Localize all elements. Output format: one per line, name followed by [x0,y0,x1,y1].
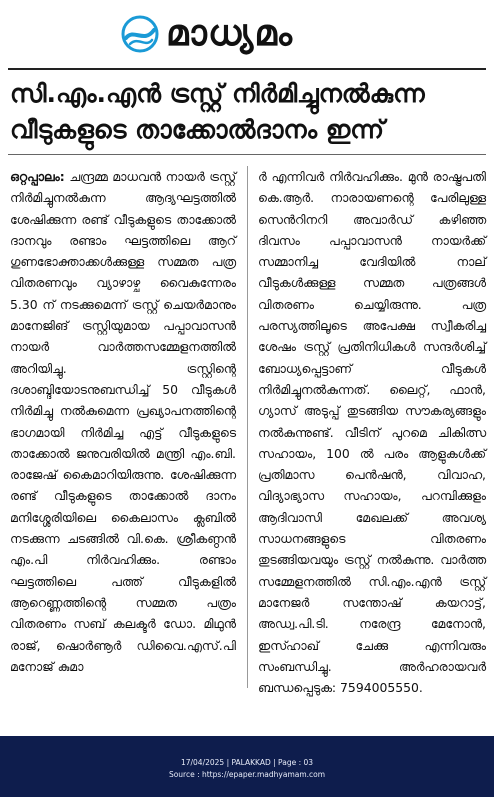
masthead-rule [8,68,486,70]
article-paragraph-2: ർ എന്നിവർ നിർവഹിക്കും. മുൻ രാഷ്ട്രപതി കെ.ആർ. നാരായണന്റെ പേരിലുള്ള സെൻറിനറി അവാർഡ് കഴിഞ്ഞ ദിവസം പപ്പാവാസൻ നായർക്ക് സമ്മാനിച്ച വേദിയിൽ നാല് വീടുകൾക്കുള്ള സമ്മത പത്രങ്ങൾ വിതരണം ചെയ്യിരുന്നു. പത്ര പരസ്യത്തിലൂടെ അപേക്ഷ സ്വീകരിച്ച ശേഷം ട്രസ്റ്റ് പ്രതിനിധികൾ സന്ദർശിച്ച് ബോധ്യപ്പെട്ടാണ് വീടുകൾ നിർമിച്ചുനൽകുന്നത്. ലൈറ്റ്, ഫാൻ, ഗ്യാസ് അടുപ്പ് തുടങ്ങിയ സൗകര്യങ്ങളും നൽകുന്നുണ്ട്. വീടിന് പുറമെ ചികിത്സ സഹായം, 100 ൽ പരം ആളുകൾക്ക് പ്രതിമാസ പെൻഷൻ, വിവാഹ, വിദ്യാഭ്യാസ സഹായം, പറമ്പിക്കുളം ആദിവാസി മേഖലക്ക് അവശ്യ സാധനങ്ങളുടെ വിതരണം തുടങ്ങിയവയും ട്രസ്റ്റ് നൽകുന്നു. വാർത്ത സമ്മേളനത്തിൽ സി.എം.എൻ ട്രസ്റ്റ് മാനേജർ സന്തോഷ് കയറാട്ട്, അഡ്വ.പി.ടി. നരേന്ദ്ര മേനോൻ, ഇസ്ഹാഖ് ചേക്കു എന്നിവരും സംബന്ധിച്ചു. അർഹരായവർ ബന്ധപ്പെടുക: 7594005550. [258,169,486,696]
article-headline [10,76,486,148]
masthead [0,0,494,72]
body-text-left: ചന്ദ്രമ്മ മാധവൻ നായർ ട്രസ്റ്റ് നിർമിച്ചുനൽകുന്ന ആദ്യഘട്ടത്തിൽ ശേഷിക്കുന്ന രണ്ട് വീടുകളുടെ താക്കോൽ ദാനവും രണ്ടാം ഘട്ടത്തിലെ ആറ് ഗുണഭോക്താക്കൾക്കുള്ള സമ്മത പത്ര വിതരണവും വ്യാഴാഴ്ച വൈകുന്നേരം 5.30 ന് നടക്കുമെന്ന് ട്രസ്റ്റ് ചെയർമാനും മാനേജിങ് ട്രസ്റ്റിയുമായ പപ്പാവാസൻ നായർ വാർത്തസമ്മേളനത്തിൽ അറിയിച്ചു. ട്രസ്റ്റിന്റെ ദശാബ്ദിയോടനുബന്ധിച്ച് 50 വീടുകൾ നിർമിച്ചു നൽകുമെന്ന പ്രഖ്യാപനത്തിന്റെ ഭാഗമായി നിർമിച്ച എട്ട് വീടുകളുടെ താക്കോൽ ജനുവരിയിൽ മന്ത്രി എം.ബി. രാജേഷ് കൈമാറിയിരുന്നു. ശേഷിക്കുന്ന രണ്ട് വീടുകളുടെ താക്കോൽ ദാനം മനിശ്ശേരിയിലെ കൈലാസം ക്ലബിൽ നടക്കുന്ന ചടങ്ങിൽ വി.കെ. ശ്രീകണ്ഠൻ എം.പി നിർവഹിക്കും. രണ്ടാം ഘട്ടത്തിലെ പത്ത് വീടുകളിൽ ആറെണ്ണത്തിന്റെ സമ്മത പത്രം വിതരണം സബ് കലക്ടർ ഡോ. മിഥുൻ രാജ്, ഷൊർണൂർ ഡിവൈ.എസ്.പി മനോജ് കുമാ [10,169,236,674]
masthead-name: മാധ്യമം [166,13,294,54]
dateline: ഒറ്റപ്പാലം: [10,169,65,184]
headline-line-1: സി.എം.എൻ ട്രസ്റ്റ് നിർമിച്ചുനൽകുന്ന [10,79,425,108]
edition-info: 17/04/2025 | PALAKKAD | Page : 03 [180,758,314,767]
article-paragraph-1 [10,166,236,677]
source-link[interactable]: Source : https://epaper.madhyamam.com [168,770,326,779]
epaper-footer [0,736,494,797]
headline-rule [8,154,486,155]
column-divider [247,166,248,688]
headline-line-2: വീടുകളുടെ താക്കോൽദാനം ഇന്ന് [10,115,385,144]
article-column-right [258,166,486,698]
article-column-left [10,166,236,677]
madhyamam-logo-icon [120,14,160,54]
